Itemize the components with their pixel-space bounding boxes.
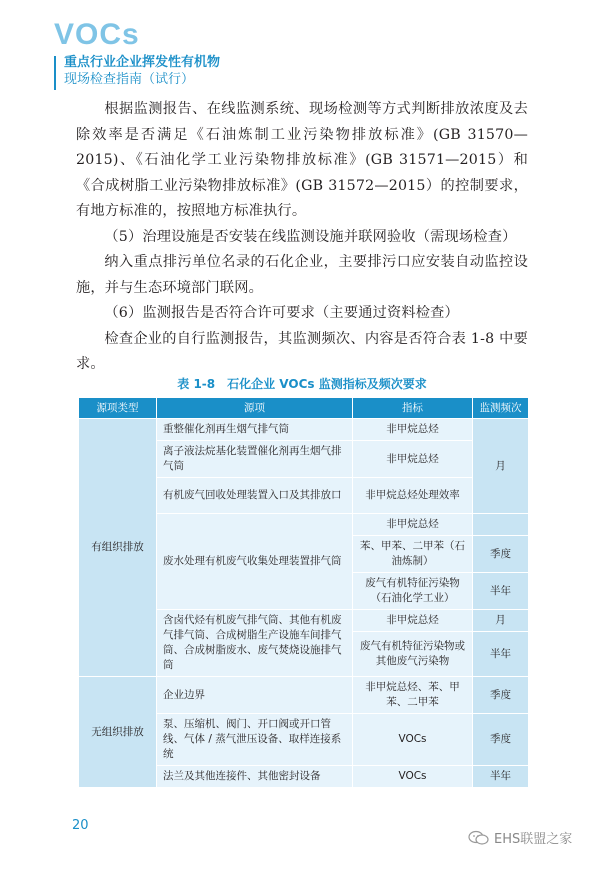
source-cell: 离子液法烷基化装置催化剂再生烟气排气筒 bbox=[157, 441, 353, 478]
brand-title: VOCs bbox=[54, 18, 140, 51]
watermark-text: EHS联盟之家 bbox=[494, 832, 573, 847]
index-cell: 苯、甲苯、二甲苯（石油炼制） bbox=[353, 536, 473, 573]
index-cell: 废气有机特征污染物（石油化学工业） bbox=[353, 573, 473, 610]
index-cell: VOCs bbox=[353, 766, 473, 788]
index-cell: 非甲烷总烃 bbox=[353, 419, 473, 441]
index-cell: 非甲烷总烃、苯、甲苯、二甲苯 bbox=[353, 677, 473, 714]
index-cell: 非甲烷总烃 bbox=[353, 514, 473, 536]
page-header bbox=[54, 18, 574, 88]
source-type-organized: 有组织排放 bbox=[79, 419, 157, 677]
watermark bbox=[468, 828, 572, 847]
paragraph: （6）监测报告是否符合许可要求（主要通过资料检查） bbox=[104, 305, 459, 321]
page-number: 20 bbox=[72, 818, 89, 833]
frequency-cell: 季度 bbox=[473, 677, 529, 714]
frequency-cell: 季度 bbox=[473, 714, 529, 766]
index-cell: VOCs bbox=[353, 714, 473, 766]
source-cell: 泵、压缩机、阀门、开口阀或开口管线、气体 / 蒸气泄压设备、取样连接系统 bbox=[157, 714, 353, 766]
source-cell: 法兰及其他连接件、其他密封设备 bbox=[157, 766, 353, 788]
table-row bbox=[79, 677, 529, 714]
index-cell: 非甲烷总烃 bbox=[353, 610, 473, 632]
header-subtitle-block bbox=[54, 54, 574, 88]
paragraph: 检查企业的自行监测报告，其监测频次、内容是否符合表 1-8 中要求。 bbox=[76, 330, 528, 372]
frequency-cell: 月 bbox=[473, 610, 529, 632]
header-subtitle-1: 重点行业企业挥发性有机物 bbox=[64, 55, 221, 70]
wechat-icon bbox=[468, 830, 490, 846]
frequency-cell: 月 bbox=[473, 419, 529, 514]
paragraph: 根据监测报告、在线监测系统、现场检测等方式判断排放浓度及去除效率是否满足《石油炼制工业污染物排放标准》(GB 31570—2015)、《石油化学工业污染物排放标准》(GB 31571—2015）和《合成树脂工业污染物排放标准》(GB 31572—2015）的控制要求，有地方标准的，按照地方标准执行。 bbox=[76, 101, 528, 219]
header-index: 指标 bbox=[353, 398, 473, 419]
frequency-cell bbox=[473, 514, 529, 536]
monitoring-table bbox=[78, 397, 529, 788]
paragraph: （5）治理设施是否安装在线监测设施并联网验收（需现场检查） bbox=[104, 228, 517, 245]
source-cell: 废水处理有机废气收集处理装置排气筒 bbox=[157, 514, 353, 610]
body-text bbox=[76, 97, 528, 378]
source-cell: 重整催化剂再生烟气排气筒 bbox=[157, 419, 353, 441]
table-row bbox=[79, 419, 529, 441]
frequency-cell: 半年 bbox=[473, 573, 529, 610]
source-type-unorganized: 无组织排放 bbox=[79, 677, 157, 788]
frequency-cell: 半年 bbox=[473, 766, 529, 788]
header-frequency: 监测频次 bbox=[473, 398, 529, 419]
paragraph: 纳入重点排污单位名录的石化企业，主要排污口应安装自动监控设施，并与生态环境部门联网。 bbox=[76, 254, 528, 296]
index-cell: 非甲烷总烃 bbox=[353, 441, 473, 478]
frequency-cell: 半年 bbox=[473, 632, 529, 677]
frequency-cell: 季度 bbox=[473, 536, 529, 573]
source-cell: 含卤代烃有机废气排气筒、其他有机废气排气筒、合成树脂生产设施车间排气筒、合成树脂废水、废气焚烧设施排气筒 bbox=[157, 610, 353, 677]
header-subtitle-2: 现场检查指南（试行） bbox=[64, 72, 195, 87]
index-cell: 废气有机特征污染物或其他废气污染物 bbox=[353, 632, 473, 677]
table-caption: 表 1-8 石化企业 VOCs 监测指标及频次要求 bbox=[177, 377, 427, 391]
index-cell: 非甲烷总烃处理效率 bbox=[353, 478, 473, 514]
table-header-row bbox=[79, 398, 529, 419]
header-source: 源项 bbox=[157, 398, 353, 419]
header-source-type: 源项类型 bbox=[79, 398, 157, 419]
source-cell: 有机废气回收处理装置入口及其排放口 bbox=[157, 478, 353, 514]
source-cell: 企业边界 bbox=[157, 677, 353, 714]
